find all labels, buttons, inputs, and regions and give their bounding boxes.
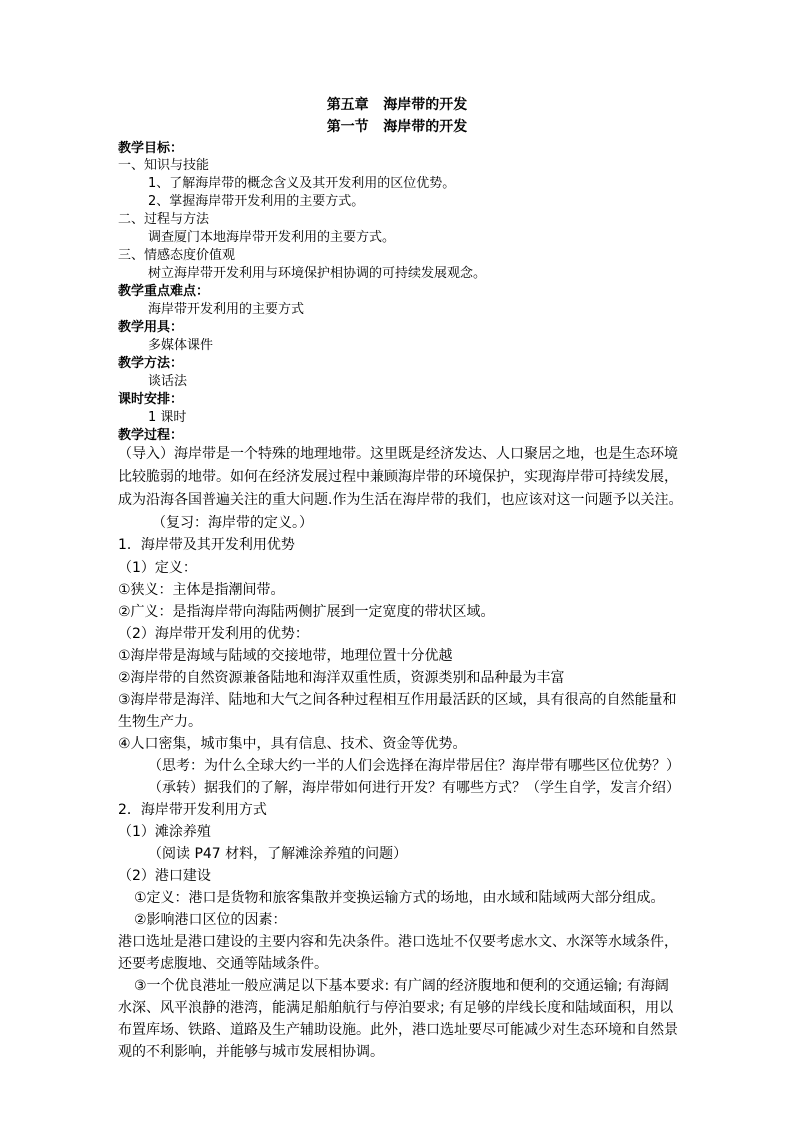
port-definition: ①定义：港口是货物和旅客集散并变换运输方式的场地，由水域和陆域两大部分组成。 bbox=[134, 890, 665, 906]
port-construction-heading: （2）港口建设 bbox=[118, 868, 211, 884]
process-method-text: 调查厦门本地海岸带开发利用的主要方式。 bbox=[148, 230, 396, 245]
port-siting-line-1: 港口选址是港口建设的主要内容和先决条件。港口选址不仅要考虑水文、水深等水域条件， bbox=[118, 934, 678, 950]
tidal-farming-heading: （1）滩涂养殖 bbox=[118, 824, 211, 840]
definition-broad: ②广义：是指海岸带向海陆两侧扩展到一定宽度的带状区域。 bbox=[118, 604, 495, 620]
port-siting-line-2: 还要考虑腹地、交通等陆域条件。 bbox=[118, 956, 328, 972]
advantages-heading: （2）海岸带开发利用的优势： bbox=[118, 626, 309, 642]
knowledge-item-2: 2、掌握海岸带开发利用的主要方式。 bbox=[148, 194, 365, 209]
emotion-text: 树立海岸带开发利用与环境保护相协调的可持续发展观念。 bbox=[148, 266, 487, 281]
key-points-text: 海岸带开发利用的主要方式 bbox=[148, 302, 305, 317]
intro-line-2: 比较脆弱的地带。如何在经济发展过程中兼顾海岸带的环境保护，实现海岸带可持续发展， bbox=[118, 469, 678, 485]
port-requirements-line-1: ③一个优良港址一般应满足以下基本要求: 有广阔的经济腹地和便利的交通运输; 有海阔 bbox=[134, 978, 669, 994]
port-requirements-line-3: 布置库场、铁路、道路及生产辅助设施。此外，港口选址要尽可能减少对生态环境和自然景 bbox=[118, 1022, 678, 1038]
section-title: 第一节 海岸带的开发 bbox=[326, 119, 468, 135]
schedule-heading: 课时安排： bbox=[118, 392, 184, 407]
advantage-4: ④人口密集，城市集中，具有信息、技术、资金等优势。 bbox=[118, 736, 467, 752]
transition-note: （承转）据我们的了解，海岸带如何进行开发？有哪些方式？（学生自学，发言介绍） bbox=[148, 780, 680, 796]
think-question: （思考：为什么全球大约一半的人们会选择在海岸带居住？海岸带有哪些区位优势？） bbox=[148, 758, 680, 774]
reading-note: （阅读 P47 材料，了解滩涂养殖的问题） bbox=[148, 846, 408, 862]
advantage-3-line-1: ③海岸带是海洋、陆地和大气之间各种过程相互作用最活跃的区域，具有很高的自然能量和 bbox=[118, 692, 677, 708]
process-heading: 教学过程： bbox=[118, 428, 184, 443]
port-requirements-line-2: 水深、风平浪静的港湾，能满足船舶航行与停泊要求; 有足够的岸线长度和陆域面积，用以 bbox=[118, 1000, 674, 1016]
tools-text: 多媒体课件 bbox=[148, 338, 214, 353]
port-factors-heading: ②影响港口区位的因素： bbox=[134, 912, 287, 928]
tools-heading: 教学用具： bbox=[118, 320, 184, 335]
advantage-1: ①海岸带是海域与陆域的交接地带，地理位置十分优越 bbox=[118, 648, 453, 664]
advantage-2: ②海岸带的自然资源兼备陆地和海洋双重性质，资源类别和品种最为丰富 bbox=[118, 670, 565, 686]
schedule-text: 1 课时 bbox=[148, 410, 187, 425]
section-1-title: 1．海岸带及其开发利用优势 bbox=[118, 537, 295, 553]
definition-heading: （1）定义： bbox=[118, 560, 197, 576]
knowledge-heading: 一、知识与技能 bbox=[118, 158, 210, 173]
port-requirements-line-4: 观的不利影响，并能够与城市发展相协调。 bbox=[118, 1044, 384, 1060]
intro-line-3: 成为沿海各国普遍关注的重大问题.作为生活在海岸带的我们，也应该对这一问题予以关注。 bbox=[118, 492, 683, 508]
section-2-title: 2．海岸带开发利用方式 bbox=[118, 802, 267, 818]
key-points-heading: 教学重点难点： bbox=[118, 284, 210, 299]
definition-narrow: ①狭义：主体是指潮间带。 bbox=[118, 582, 285, 598]
methods-heading: 教学方法： bbox=[118, 356, 184, 371]
chapter-title: 第五章 海岸带的开发 bbox=[326, 97, 468, 113]
process-method-heading: 二、过程与方法 bbox=[118, 212, 210, 227]
review-note: （复习：海岸带的定义。） bbox=[152, 515, 313, 531]
objectives-heading: 教学目标： bbox=[118, 141, 184, 156]
knowledge-item-1: 1、了解海岸带的概念含义及其开发利用的区位优势。 bbox=[148, 176, 456, 191]
methods-text: 谈话法 bbox=[148, 374, 188, 389]
emotion-heading: 三、情感态度价值观 bbox=[118, 248, 236, 263]
advantage-3-line-2: 生物生产力。 bbox=[118, 714, 202, 730]
intro-line-1: （导入）海岸带是一个特殊的地理地带。这里既是经济发达、人口聚居之地，也是生态环境 bbox=[118, 446, 678, 462]
